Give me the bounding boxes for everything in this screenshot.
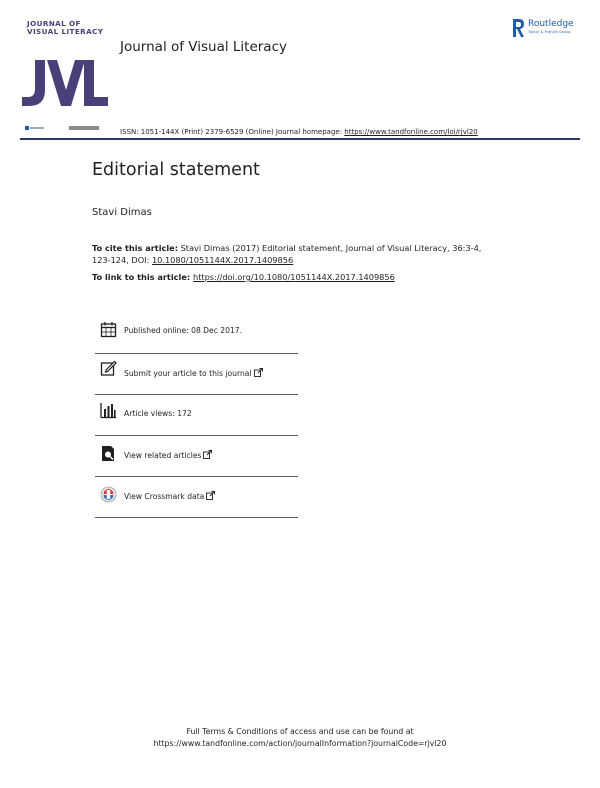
article-link-line [92,272,395,282]
footer-terms-text: Full Terms & Conditions of access and use can be found at [186,727,414,736]
list-item-related[interactable] [95,436,298,477]
journal-homepage-link[interactable]: https://www.tandfonline.com/loi/rjvl20 [344,128,478,136]
publisher-name: Routledge [528,19,574,29]
article-meta-list [95,316,298,518]
list-item-views [95,395,298,436]
cite-text: Stavi Dimas (2017) Editorial statement, Journal of Visual Literacy, 36:3-4, 123-124, DOI: [92,243,482,265]
crossmark-link[interactable] [124,491,215,501]
citation [92,242,502,266]
crossmark-label: View Crossmark data [124,492,205,501]
calendar-icon [100,321,117,338]
header-rule [20,138,580,140]
logo-line1: JOURNAL OF [27,19,81,28]
document-search-icon [100,445,117,462]
list-item-submit[interactable] [95,354,298,395]
crossmark-icon [100,486,117,503]
routledge-logo [511,18,586,40]
footer-terms-url[interactable]: https://www.tandfonline.com/action/journalInformation?journalCode=rjvl20 [153,739,447,748]
external-link-icon [206,491,215,500]
footer [0,726,600,750]
doi-link[interactable]: 10.1080/1051144X.2017.1409856 [151,255,294,265]
cite-label: To cite this article: [92,243,178,253]
issn-text: ISSN: 1051-144X (Print) 2379-6529 (Online) Journal homepage: [120,128,345,136]
bar-chart-icon [100,402,117,419]
article-views: Article views: 172 [124,409,192,418]
external-link-icon [203,450,212,459]
related-articles-link[interactable] [124,450,212,460]
published-date: Published online: 08 Dec 2017. [124,326,243,335]
issn-line [120,128,478,136]
jvl-logo-icon [22,58,108,106]
related-articles-label: View related articles [124,451,202,460]
journal-logo-text [27,20,105,36]
submit-article-link[interactable] [124,368,263,378]
link-label: To link to this article: [92,272,193,282]
journal-title: Journal of Visual Literacy [120,39,287,55]
article-title: Editorial statement [92,160,260,180]
submit-article-label: Submit your article to this journal [124,369,252,378]
publisher-tagline: Taylor & Francis Group [528,30,571,34]
routledge-r-icon [511,18,525,38]
article-author: Stavi Dimas [92,207,152,218]
article-url-link[interactable]: https://doi.org/10.1080/1051144X.2017.1409856 [193,272,395,282]
external-link-icon [254,368,263,377]
list-item-published [95,316,298,354]
logo-line2: VISUAL LITERACY [27,27,104,36]
list-item-crossmark[interactable] [95,477,298,518]
small-publisher-logos-icon [25,124,100,132]
edit-icon [100,360,117,377]
